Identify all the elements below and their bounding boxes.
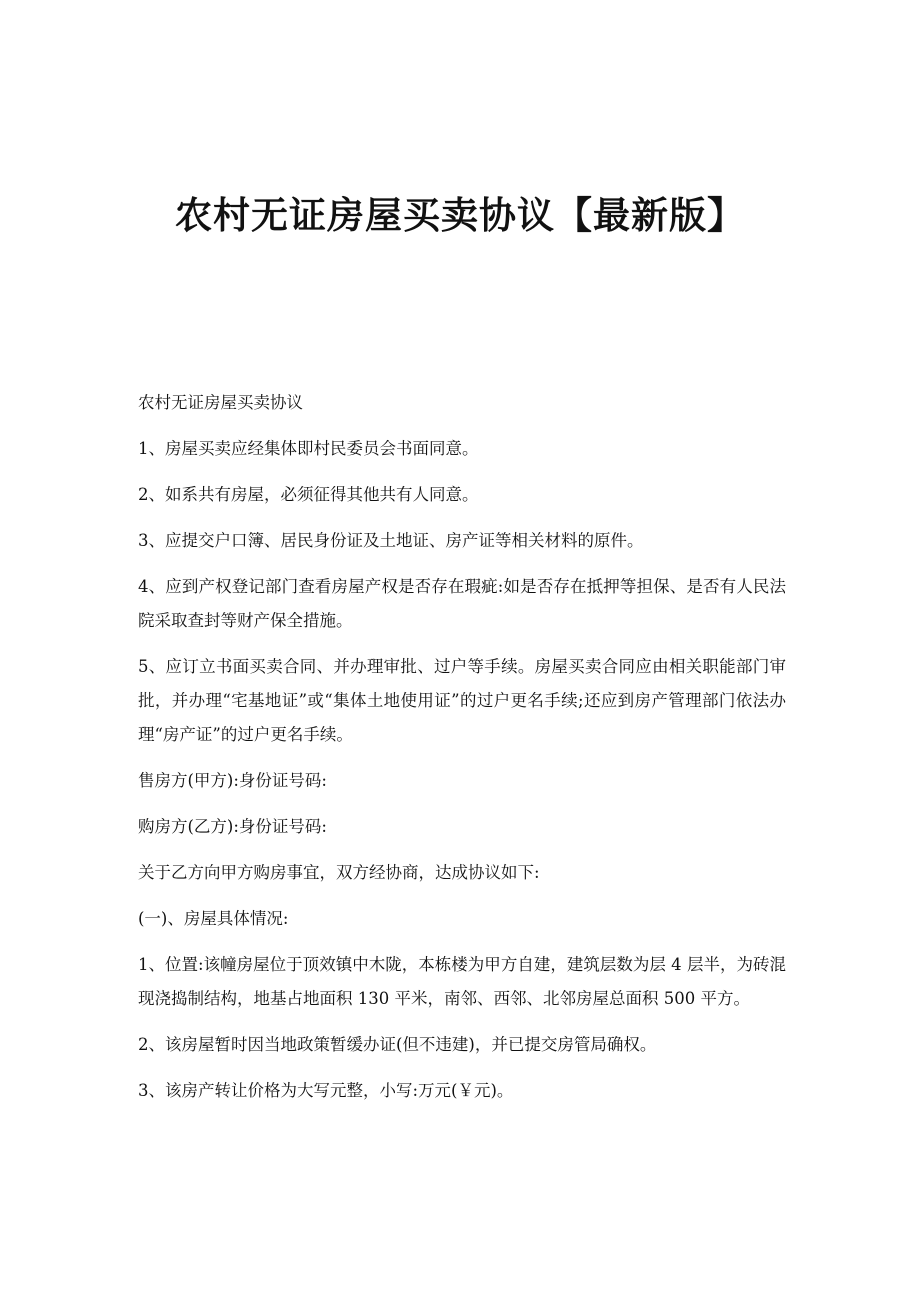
clause-3: 3、该房产转让价格为大写元整，小写:万元(￥元)。: [138, 1081, 514, 1100]
paragraph-4: 4、应到产权登记部门查看房屋产权是否存在瑕疵:如是否存在抵押等担保、是否有人民法院采取查封等财产保全措施。: [138, 577, 786, 630]
buyer-line: 购房方(乙方):身份证号码:: [138, 817, 327, 836]
clause-2: 2、该房屋暂时因当地政策暂缓办证(但不违建)，并已提交房管局确权。: [138, 1035, 657, 1054]
paragraph-2: 2、如系共有房屋，必须征得其他共有人同意。: [138, 485, 479, 504]
paragraph-1: 1、房屋买卖应经集体即村民委员会书面同意。: [138, 439, 479, 458]
clause-1: 1、位置:该幢房屋位于顶效镇中木陇，本栋楼为甲方自建，建筑层数为层 4 层半，为砖混现浇捣制结构，地基占地面积 130 平米，南邻、西邻、北邻房屋总面积 500 平方。: [138, 955, 786, 1008]
document-body: [138, 386, 786, 1120]
agreement-intro: 关于乙方向甲方购房事宜，双方经协商，达成协议如下:: [138, 863, 540, 882]
paragraph-5: 5、应订立书面买卖合同、并办理审批、过户等手续。房屋买卖合同应由相关职能部门审批，并办理“宅基地证”或“集体土地使用证”的过户更名手续;还应到房产管理部门依法办理“房产证”的过户更名手续。: [138, 657, 786, 744]
subtitle-paragraph: 农村无证房屋买卖协议: [138, 393, 303, 412]
seller-line: 售房方(甲方):身份证号码:: [138, 771, 327, 790]
page-title: 农村无证房屋买卖协议【最新版】: [175, 194, 745, 237]
paragraph-3: 3、应提交户口簿、居民身份证及土地证、房产证等相关材料的原件。: [138, 531, 644, 550]
section-heading: (一)、房屋具体情况:: [138, 909, 289, 928]
